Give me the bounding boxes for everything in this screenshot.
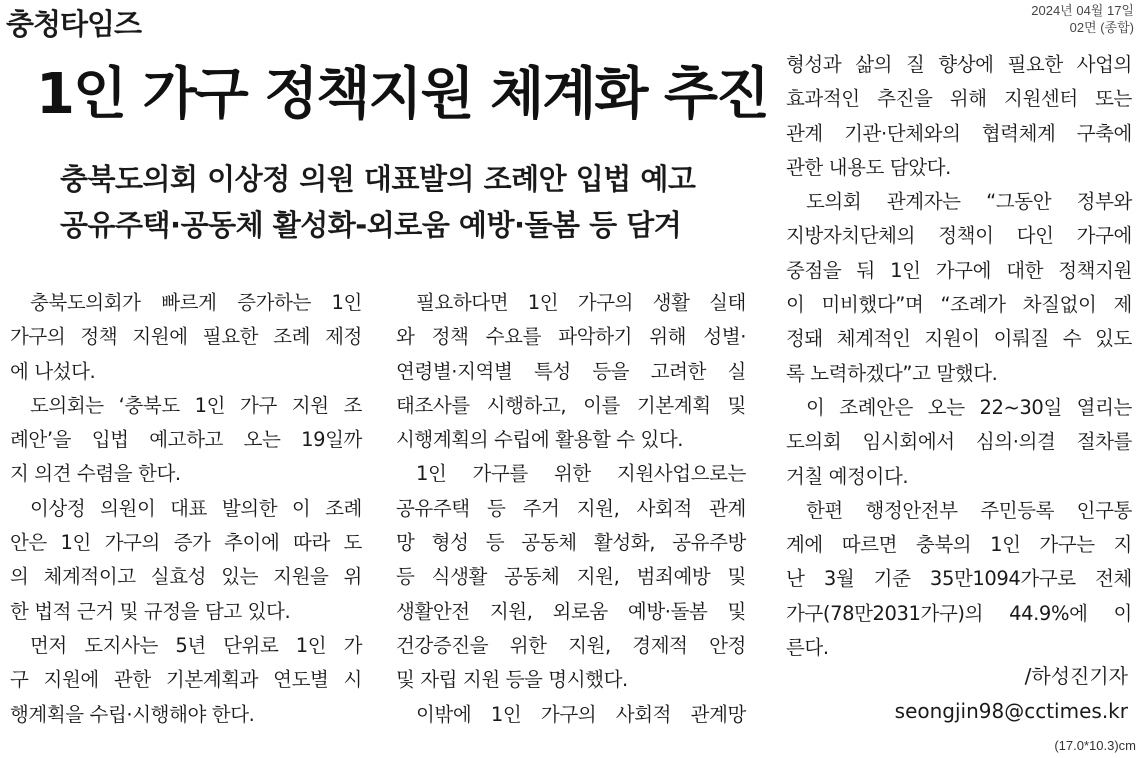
- body-text-line: 이상정 의원이 대표 발의한 이 조례: [30, 496, 362, 520]
- subheadline-2: 공유주택·공동체 활성화-외로움 예방·돌봄 등 담겨: [60, 208, 682, 242]
- body-text-line: 례안’을 입법 예고하고 오는 19일까: [10, 428, 362, 452]
- body-text-line: 거칠 예정이다.: [786, 464, 909, 488]
- body-text-line: 관계 기관·단체와의 협력체계 구축에: [786, 121, 1132, 145]
- issue-date: 2024년 04월 17일: [1031, 3, 1134, 18]
- body-text-line: 중점을 둬 1인 가구에 대한 정책지원: [786, 258, 1132, 282]
- body-text-line: 지 의견 수렴을 한다.: [10, 462, 181, 486]
- body-text-line: 도의회는 ‘충북도 1인 가구 지원 조: [30, 393, 362, 417]
- page-section: 02면 (종합): [1069, 20, 1134, 35]
- body-text-line: 한편 행정안전부 주민등록 인구통: [806, 498, 1132, 522]
- body-text-line: 록 노력하겠다”고 말했다.: [786, 361, 998, 385]
- article-column-3: [786, 48, 1132, 665]
- body-text-line: 시행계획의 수립에 활용할 수 있다.: [396, 428, 684, 452]
- body-text-line: 먼저 도지사는 5년 단위로 1인 가: [30, 633, 362, 657]
- body-text-line: 이밖에 1인 가구의 사회적 관계망: [416, 702, 746, 726]
- body-text-line: 이 미비했다”며 “조례가 차질없이 제: [786, 293, 1132, 317]
- body-text-line: 안은 1인 가구의 증가 추이에 따라 도: [10, 531, 362, 555]
- issue-meta: [1031, 2, 1134, 36]
- article-column-1: [10, 286, 362, 732]
- body-text-line: 연령별·지역별 특성 등을 고려한 실: [396, 359, 746, 383]
- body-text-line: 형성과 삶의 질 향상에 필요한 사업의: [786, 53, 1132, 76]
- body-text-line: 효과적인 추진을 위해 지원센터 또는: [786, 87, 1132, 111]
- newspaper-masthead: 충청타임즈: [6, 7, 142, 41]
- body-text-line: 이 조례안은 오는 22~30일 열리는: [806, 395, 1132, 419]
- body-text-line: 공유주택 등 주거 지원, 사회적 관계: [396, 496, 746, 520]
- article-column-2: [396, 286, 746, 732]
- body-text-line: 한 법적 근거 및 규정을 담고 있다.: [10, 599, 291, 623]
- body-text-line: 도의회 임시회에서 심의·의결 절차를: [786, 430, 1132, 454]
- body-text-line: 등 식생활 공동체 지원, 범죄예방 및: [396, 565, 746, 589]
- body-text-line: 가구의 정책 지원에 필요한 조례 제정: [10, 325, 362, 349]
- body-text-line: 1인 가구를 위한 지원사업으로는: [416, 462, 746, 486]
- subheadline-1: 충북도의회 이상정 의원 대표발의 조례안 입법 예고: [60, 162, 696, 196]
- body-text-line: 도의회 관계자는 “그동안 정부와: [806, 190, 1132, 214]
- body-text-line: 구 지원에 관한 기본계획과 연도별 시: [10, 668, 362, 692]
- body-text-line: 지방자치단체의 정책이 다인 가구에: [786, 224, 1132, 248]
- article-headline: 1인 가구 정책지원 체계화 추진: [36, 62, 769, 127]
- body-text-line: 생활안전 지원, 외로움 예방·돌봄 및: [396, 599, 746, 623]
- body-text-line: 관한 내용도 담았다.: [786, 155, 951, 179]
- body-text-line: 행계획을 수립·시행해야 한다.: [10, 702, 255, 726]
- body-text-line: 충북도의회가 빠르게 증가하는 1인: [30, 291, 362, 314]
- reporter-email: seongjin98@cctimes.kr: [894, 699, 1128, 723]
- body-text-line: 필요하다면 1인 가구의 생활 실태: [416, 291, 746, 314]
- body-text-line: 에 나섰다.: [10, 359, 96, 383]
- body-text-line: 와 정책 수요를 파악하기 위해 성별·: [396, 325, 746, 349]
- body-text-line: 건강증진을 위한 지원, 경제적 안정: [396, 633, 746, 657]
- body-text-line: 가구(78만2031가구)의 44.9%에 이: [786, 601, 1132, 625]
- body-text-line: 및 자립 지원 등을 명시했다.: [396, 668, 628, 692]
- body-text-line: 의 체계적이고 실효성 있는 지원을 위: [10, 565, 362, 589]
- body-text-line: 망 형성 등 공동체 활성화, 공유주방: [396, 531, 746, 555]
- article-subheadlines: [60, 156, 750, 248]
- reporter-byline: /하성진기자: [1024, 664, 1128, 688]
- body-text-line: 태조사를 시행하고, 이를 기본계획 및: [396, 393, 746, 417]
- body-text-line: 계에 따르면 충북의 1인 가구는 지: [786, 533, 1132, 557]
- body-text-line: 정돼 체계적인 지원이 이뤄질 수 있도: [786, 327, 1132, 351]
- clipping-size-note: (17.0*10.3)cm: [1054, 738, 1136, 753]
- body-text-line: 난 3월 기준 35만1094가구로 전체: [786, 567, 1132, 591]
- body-text-line: 른다.: [786, 636, 829, 660]
